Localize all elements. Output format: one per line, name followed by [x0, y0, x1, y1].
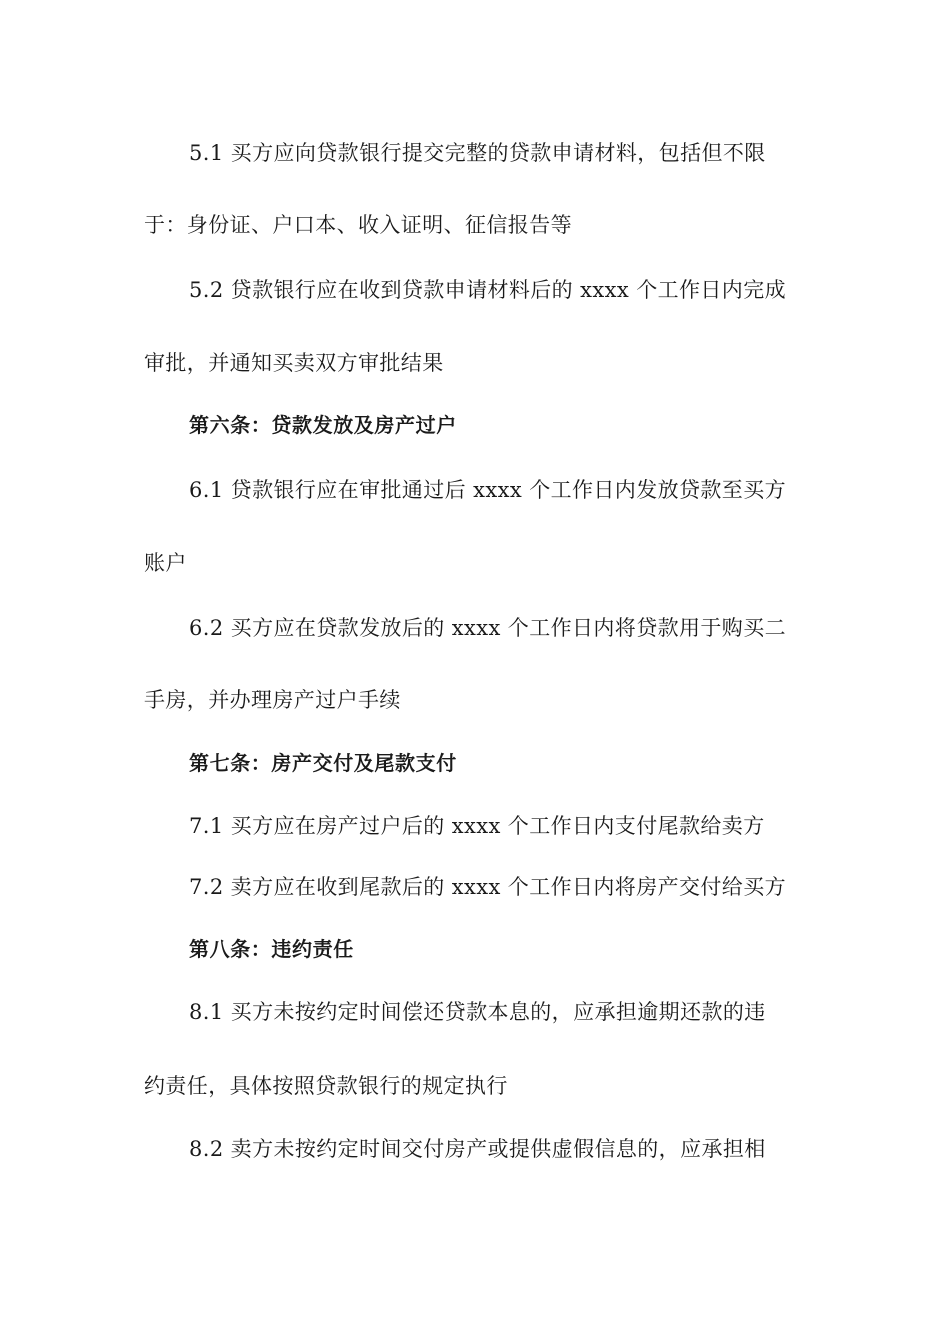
- clause-8-2-line-1: 8.2 卖方未按约定时间交付房产或提供虚假信息的，应承担相: [189, 1137, 766, 1161]
- clause-5-2-line-1: 5.2 贷款银行应在收到贷款申请材料后的 xxxx 个工作日内完成: [189, 278, 786, 302]
- clause-8-1-line-1: 8.1 买方未按约定时间偿还贷款本息的，应承担逾期还款的违: [189, 1000, 766, 1024]
- clause-6-2-line-1: 6.2 买方应在贷款发放后的 xxxx 个工作日内将贷款用于购买二: [189, 616, 786, 640]
- clause-5-1-line-1: 5.1 买方应向贷款银行提交完整的贷款申请材料，包括但不限: [189, 141, 766, 165]
- clause-5-2-line-2: 审批，并通知买卖双方审批结果: [144, 351, 444, 375]
- clause-8-1-line-2: 约责任，具体按照贷款银行的规定执行: [144, 1074, 508, 1098]
- clause-6-2-line-2: 手房，并办理房产过户手续: [144, 688, 401, 712]
- article-6-heading: 第六条：贷款发放及房产过户: [189, 413, 457, 437]
- article-8-heading: 第八条：违约责任: [189, 937, 354, 961]
- clause-6-1-line-1: 6.1 贷款银行应在审批通过后 xxxx 个工作日内发放贷款至买方: [189, 478, 786, 502]
- clause-7-2: 7.2 卖方应在收到尾款后的 xxxx 个工作日内将房产交付给买方: [189, 875, 786, 899]
- article-7-heading: 第七条：房产交付及尾款支付: [189, 751, 457, 775]
- clause-6-1-line-2: 账户: [144, 551, 187, 575]
- clause-5-1-line-2: 于：身份证、户口本、收入证明、征信报告等: [144, 213, 572, 237]
- clause-7-1: 7.1 买方应在房产过户后的 xxxx 个工作日内支付尾款给卖方: [189, 814, 765, 838]
